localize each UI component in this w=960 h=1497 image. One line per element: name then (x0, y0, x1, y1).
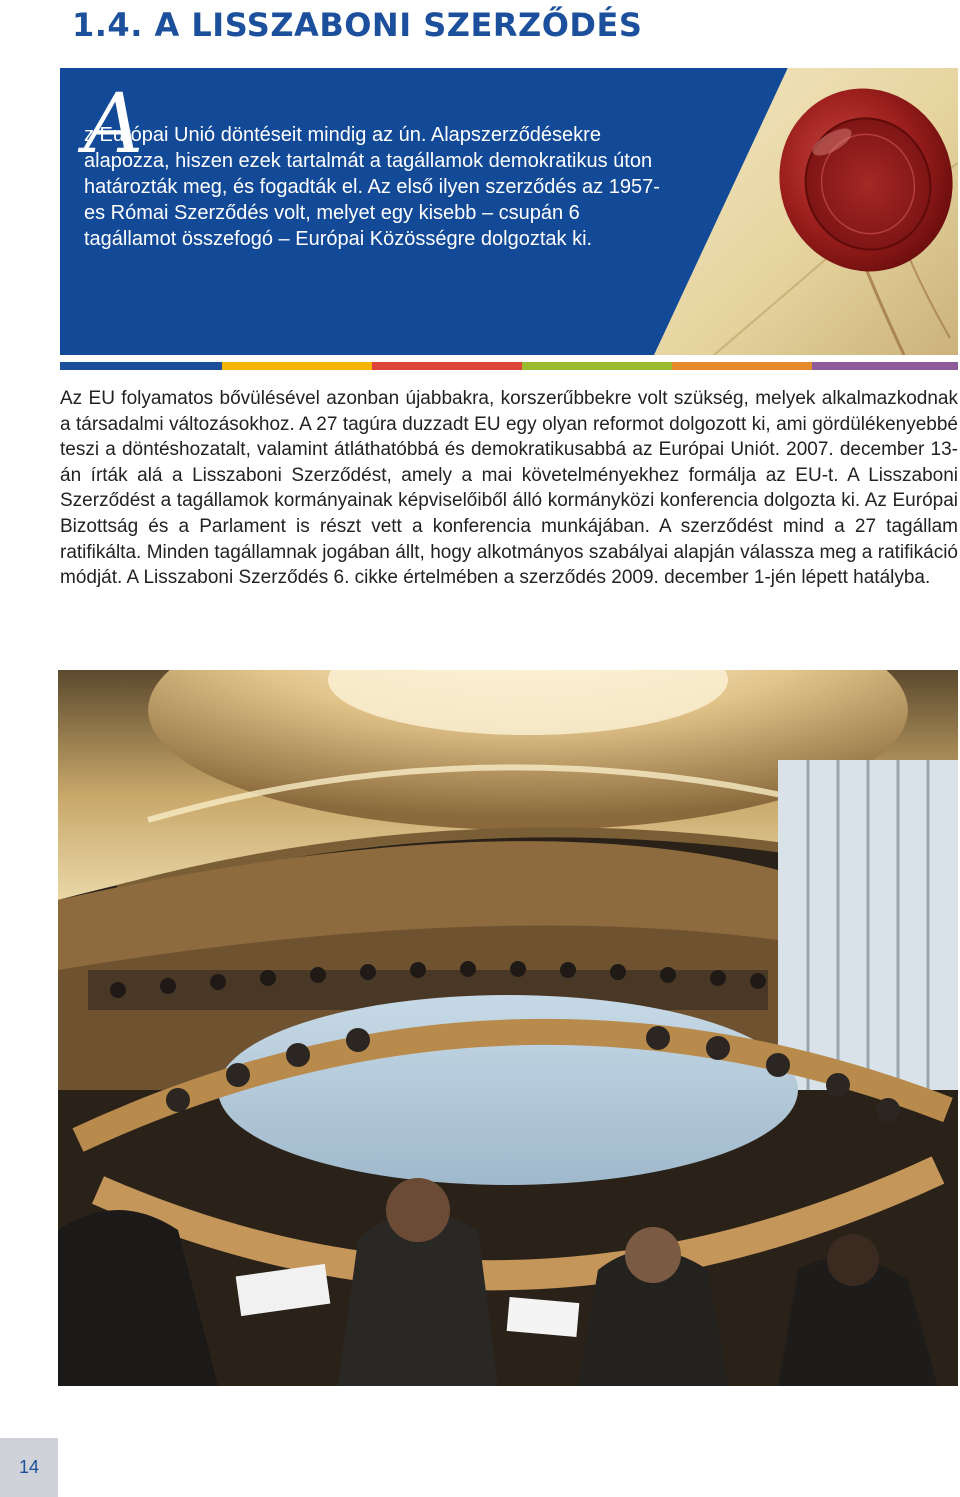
page-number-box (0, 1438, 58, 1497)
stripe-blue (60, 362, 222, 370)
stripe-purple (812, 362, 958, 370)
stripe-yellow (222, 362, 372, 370)
wax-seal-photo (654, 68, 958, 355)
stripe-orange (672, 362, 812, 370)
page-number: 14 (18, 1457, 40, 1477)
page-title: 1.4. A LISSZABONI SZERZŐDÉS (72, 6, 643, 44)
dropcap: A (84, 77, 144, 172)
conference-hall-illustration (58, 670, 958, 1386)
stripe-green (522, 362, 672, 370)
conference-hall-photo (58, 670, 958, 1386)
intro-box (60, 68, 958, 355)
intro-text: z Európai Unió döntéseit mindig az ún. Alapszerződésekre alapozza, hiszen ezek tartalmát a tagállamok demokratikus úton határozták meg, és fogadták el. Az első ilyen szerződés az 1957-es Római Szerződés volt, melyet egy kisebb – csupán 6 tagállamot összefogó – Európai Közösségre dolgoztak ki. (84, 124, 660, 250)
color-stripe (60, 362, 958, 370)
stripe-red (372, 362, 522, 370)
body-paragraph: Az EU folyamatos bővülésével azonban újabbakra, korszerűbbekre volt szükség, melyek alkalmazkodnak a társadalmi változásokhoz. A 27 tagúra duzzadt EU egy olyan reformot dolgozott ki, ami gördülékenyebbé teszi a döntéshozatalt, valamint átláthatóbbá és demokratikusabbá az Európai Uniót. 2007. december 13-án írták alá a Lisszaboni Szerződést, amely a mai követelményekhez formálja az EU-t. A Lisszaboni Szerződést a tagállamok kormányainak képviselőiből álló kormányközi konferencia dolgozta ki. Az Európai Bizottság és a Parlament is részt vett a konferencia munkájában. A szerződést mind a 27 tagállam ratifikálta. Minden tagállamnak jogában állt, hogy alkotmányos szabályai alapján válassza meg a ratifikáció módját. A Lisszaboni Szerződés 6. cikke értelmében a szerződés 2009. december 1-jén lépett hatályba. (60, 388, 958, 589)
